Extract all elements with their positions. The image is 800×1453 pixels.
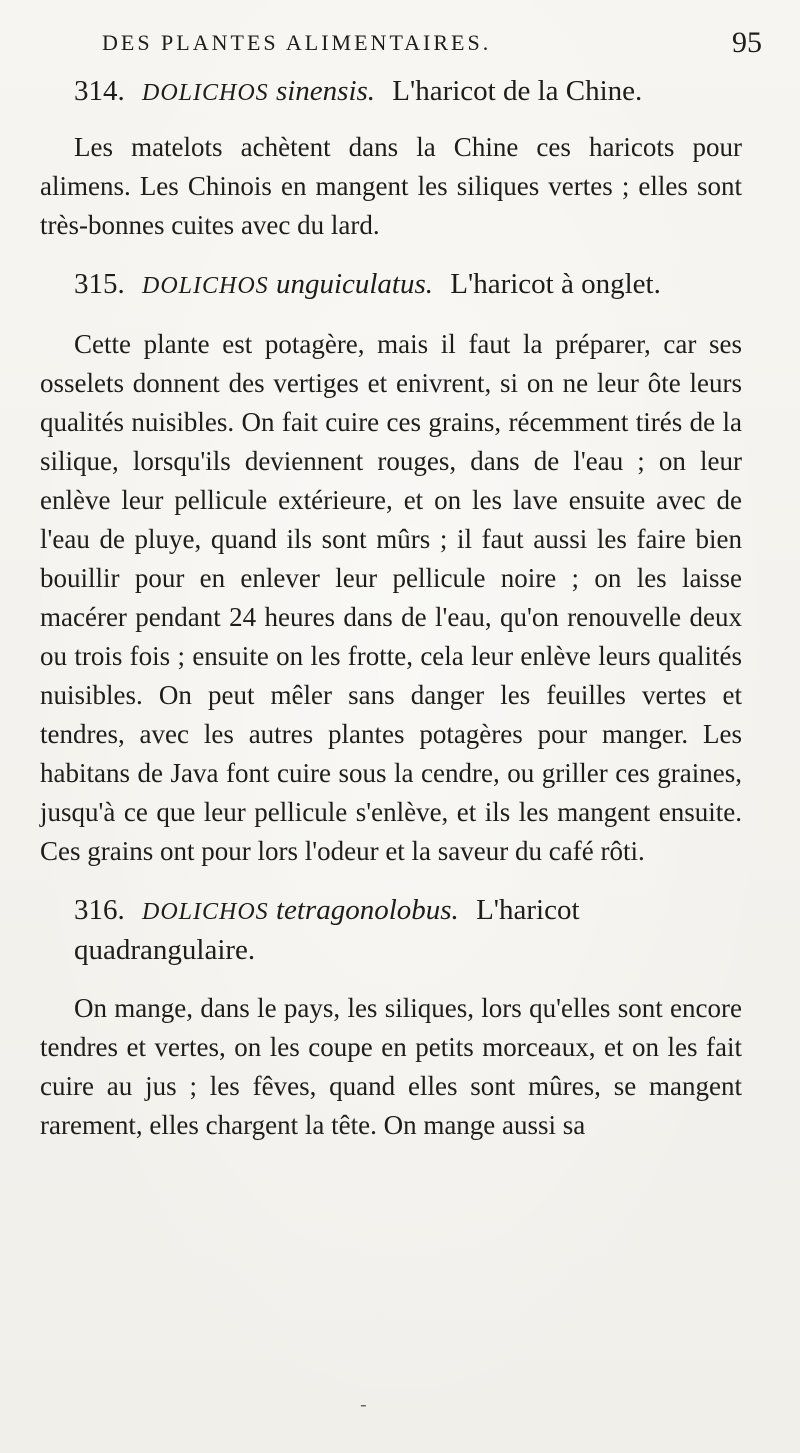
running-head: DES PLANTES ALIMENTAIRES. xyxy=(102,30,492,55)
common-name: L'haricot de la Chine. xyxy=(392,75,643,107)
entry-number: 314. xyxy=(74,75,125,107)
page-header xyxy=(40,26,762,72)
entry-title xyxy=(40,265,742,305)
common-name: L'haricot à onglet. xyxy=(450,268,661,300)
entry-314 xyxy=(40,72,742,245)
entry-text: Cette plante est potagère, mais il faut la préparer, car ses osselets donnent des vertiges et enivrent, si on ne leur ôte leurs qualités nuisibles. On fait cuire ces grains, récemment tirés de la silique, lorsqu'ils deviennent rouges, dans de l'eau ; on leur enlève leur pellicule extérieure, et on les lave ensuite avec de l'eau de pluye, quand ils sont mûrs ; il faut aussi les faire bien bouillir pour en enlever leur pellicule noire ; on les laisse macérer pendant 24 heures dans de l'eau, qu'on renouvelle deux ou trois fois ; ensuite on les frotte, cela leur enlève leurs qualités nuisibles. On peut mêler sans danger les feuilles vertes et tendres, avec les autres plantes potagères pour manger. Les habitans de Java font cuire sous la cendre, ou griller ces graines, jusqu'à ce que leur pellicule s'enlève, et ils les mangent ensuite. Ces grains ont pour lors l'odeur et la saveur du café rôti. xyxy=(40,329,742,866)
entry-title xyxy=(40,72,742,112)
species-name: sinensis. xyxy=(275,75,376,107)
page-number: 95 xyxy=(732,26,762,59)
entry-title xyxy=(40,891,742,969)
entry-text: Les matelots achètent dans la Chine ces haricots pour alimens. Les Chinois en mangent les siliques vertes ; elles sont très-bonnes cuites avec du lard. xyxy=(40,132,742,240)
entry-number: 315. xyxy=(74,268,125,300)
genus-name: DOLICHOS xyxy=(142,273,269,299)
species-name: unguiculatus. xyxy=(275,268,434,300)
species-name: tetragonolobus. xyxy=(275,894,459,926)
entry-315 xyxy=(40,265,742,871)
footer-mark: - xyxy=(360,1392,367,1416)
entry-316 xyxy=(40,891,742,1145)
common-name: L'haricot quadrangulaire. xyxy=(74,894,580,966)
entry-number: 316. xyxy=(74,894,125,926)
genus-name: DOLICHOS xyxy=(142,899,269,925)
genus-name: DOLICHOS xyxy=(142,80,269,106)
entry-text: On mange, dans le pays, les siliques, lors qu'elles sont encore tendres et vertes, on les coupe en petits morceaux, et on les fait cuire au jus ; les fêves, quand elles sont mûres, se mangent rarement, elles chargent la tête. On mange aussi sa xyxy=(40,993,742,1140)
